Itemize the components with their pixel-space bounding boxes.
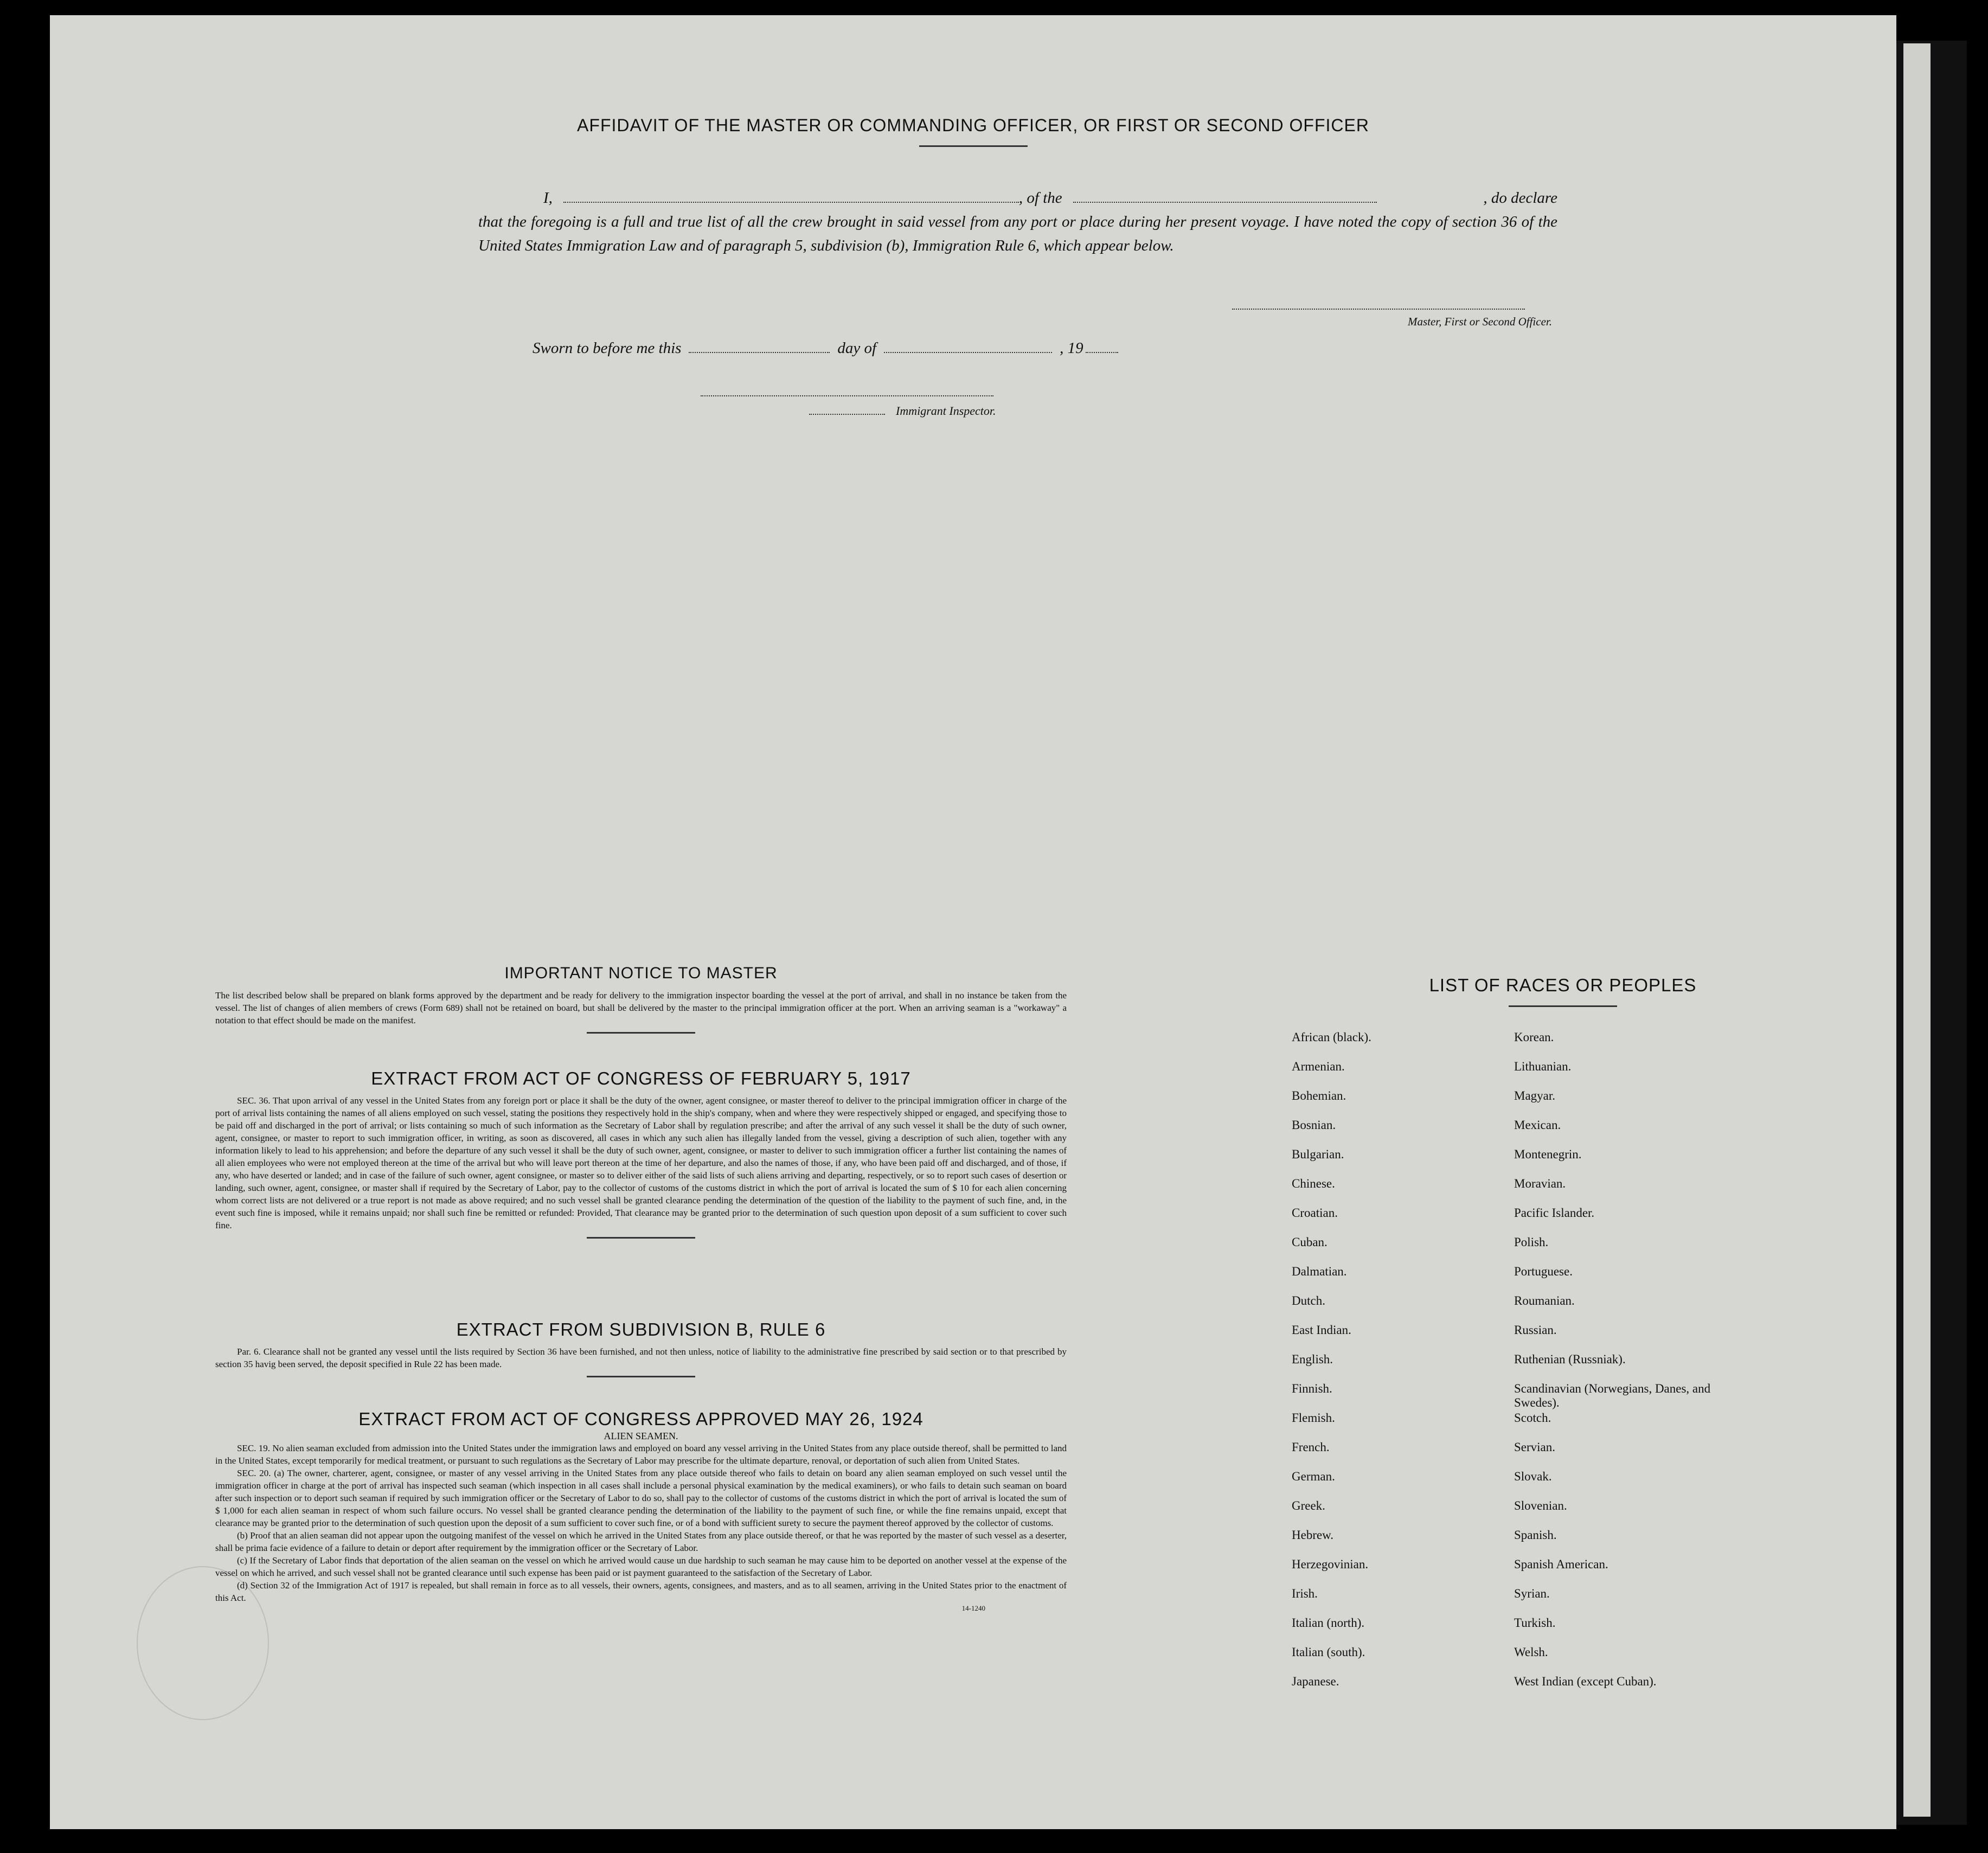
race-item: Bohemian. — [1292, 1089, 1346, 1102]
extract-1924-para-5: (d) Section 32 of the Immigration Act of 1917 is repealed, but shall remain in force as to all vessels, their owners, agents, consignees, and masters, and as to all seamen, arriving in the United States prior to the enactment of this Act. — [215, 1580, 1067, 1603]
subdivision-b-rule — [587, 1376, 695, 1377]
race-item: Polish. — [1514, 1235, 1549, 1249]
next-page-edge — [1903, 43, 1931, 1817]
extract-1924-subtitle: ALIEN SEAMEN. — [604, 1431, 678, 1441]
race-item: Bosnian. — [1292, 1118, 1336, 1132]
subdivision-b-title: EXTRACT FROM SUBDIVISION B, RULE 6 — [456, 1319, 826, 1339]
race-item: Ruthenian (Russniak). — [1514, 1352, 1626, 1366]
race-item: Mexican. — [1514, 1118, 1561, 1132]
race-item: Flemish. — [1292, 1411, 1335, 1425]
extract-1924-section — [215, 1409, 1067, 1613]
race-item: Japanese. — [1292, 1675, 1339, 1688]
race-item: Dutch. — [1292, 1294, 1325, 1307]
race-item: Moravian. — [1514, 1177, 1566, 1190]
master-signature — [1183, 308, 1552, 329]
race-item: Greek. — [1292, 1499, 1325, 1512]
race-item: Spanish American. — [1514, 1557, 1608, 1571]
extract-1924-para-3: (b) Proof that an alien seaman did not appear upon the outgoing manifest of the vessel on which he arrived in the United States from any place outside thereof, or that he was reported by the master of such vessel as a deserter, shall be prima facie evidence of a failure to detain or deport after requirement by the immigration officer or the Secretary of Labor. — [215, 1530, 1067, 1553]
sworn-year-label: , 19 — [1060, 339, 1083, 357]
race-item: African (black). — [1292, 1030, 1371, 1044]
races-section — [1341, 975, 1785, 1007]
race-item: Welsh. — [1514, 1645, 1548, 1659]
race-item: English. — [1292, 1352, 1333, 1366]
inspector-line — [701, 404, 1004, 418]
subdivision-b-body: Par. 6. Clearance shall not be granted any vessel until the lists required by Section 36 have been furnished, and not then unless, notice of liability to the administrative fine prescribed by said section or to that prescribed by section 35 havig been served, the deposit specified in Rule 22 has been made. — [215, 1347, 1067, 1369]
subdivision-b-section — [215, 1319, 1067, 1377]
race-item: Montenegrin. — [1514, 1147, 1582, 1161]
race-item: Herzegovinian. — [1292, 1557, 1369, 1571]
race-item: German. — [1292, 1470, 1335, 1483]
race-item: Hebrew. — [1292, 1528, 1334, 1542]
master-signature-blank[interactable] — [1232, 308, 1525, 310]
embossed-seal — [137, 1566, 269, 1720]
extract-1924-title: EXTRACT FROM ACT OF CONGRESS APPROVED MAY 26, 1924 — [358, 1409, 924, 1429]
race-item: Italian (north). — [1292, 1616, 1365, 1630]
race-item: Croatian. — [1292, 1206, 1338, 1220]
sworn-day-label: day of — [837, 339, 877, 357]
inspector-signature — [701, 395, 1004, 418]
affidavit-rule — [919, 145, 1028, 147]
races-rule — [1509, 1005, 1617, 1007]
race-item: East Indian. — [1292, 1323, 1351, 1337]
race-item: Cuban. — [1292, 1235, 1328, 1249]
race-item: Pacific Islander. — [1514, 1206, 1595, 1220]
extract-1917-body: SEC. 36. That upon arrival of any vessel in the United States from any foreign port or place it shall be the duty of the owner, agent consignee, or master thereof to deliver to the principal immigration officer in charge of the port of arrival lists containing the names of all aliens employed on such vessel, stating the positions they respectively hold in the ship's company, when and where they were respectively shipped or engaged, and specifying those to be paid off and discharged in the port of arrival; or lists containing so much of such information as the Secretary of Labor shall by regulation prescribe; and after the arrival of any such vessel it shall be the duty of such owner, agent, consignee, or master to report to such immigration officer, in writing, as soon as discovered, all cases in which any such alien has illegally landed from the vessel, giving a description of such alien, together with any information likely to lead to his apprehension; and before the departure of any such vessel it shall be the duty of such owner, agent, consignee, or master to deliver to such immigration officer a further list containing the names of all alien employees who were not employed thereon at the time of the arrival but who will leave port thereon at the time of her departure, and also the names of those, if any, who have been paid off and discharged, and of those, if any, who have deserted or landed; and in case of the failure of such owner, agent consignee, or master so to deliver either of the said lists of such aliens arriving and departing, respectively, or so to report such cases of desertion or landing, such owner, agent, consignee, or master shall if required by the Secretary of Labor, pay to the collector of customs of the customs district in which the port of arrival is located the sum of $ 10 for each alien concerning whom correct lists are not delivered or a true report is not made as above required; and no such vessel shall be granted clearance pending the determination of the question of the liability to the payment of such fine, and, in the event such fine is imposed, while it remains unpaid; nor shall such fine be remitted or refunded: Provided, That clearance may be granted prior to the determination of such question upon deposit of a sum sufficient to cover such fine. — [215, 1095, 1067, 1230]
affidavit-title: AFFIDAVIT OF THE MASTER OR COMMANDING OFFICER, OR FIRST OR SECOND OFFICER — [577, 116, 1369, 135]
affidavit-section — [50, 116, 1896, 147]
sworn-year-blank[interactable] — [1086, 351, 1118, 353]
race-item: Portuguese. — [1514, 1265, 1573, 1278]
extract-1917-title: EXTRACT FROM ACT OF CONGRESS OF FEBRUARY 5, 1917 — [371, 1068, 911, 1088]
race-item: Dalmatian. — [1292, 1265, 1347, 1278]
extract-1917-rule — [587, 1237, 695, 1239]
race-item: Russian. — [1514, 1323, 1557, 1337]
race-item: Armenian. — [1292, 1060, 1345, 1073]
extract-1924-para-1: SEC. 19. No alien seaman excluded from admission into the United States under the immigration laws and employed on board any vessel arriving in the United States from any place outside thereof, shall be permitted to land in the United States, except temporarily for medical treatment, or pursuant to such regulations as the Secretary of Labor may prescribe for the ultimate departure, renoval, or deportation of such alien from United States. — [215, 1443, 1067, 1466]
vessel-blank[interactable] — [1073, 201, 1377, 203]
races-right-column — [1514, 1030, 1758, 1704]
race-item: Italian (south). — [1292, 1645, 1365, 1659]
race-item: Magyar. — [1514, 1089, 1556, 1102]
extract-1924-para-2: SEC. 20. (a) The owner, charterer, agent, consignee, or master of any vessel arriving in the United States from any place outside thereof who fails to detain on board any alien seaman employed on such vessel until the immigration officer in charge at the port of arrival has inspected such seaman (which inspection in all cases shall include a personal physical examination by the medical examiners), or who fails to detain such seaman on board after such inspection or to deport such seaman if required by such immigration officer or the Secretary of Labor to do so, shall pay to the collector of customs of the customs district in which the port of arrival is located the sum of $ 1,000 for each alien seaman in respect of whom such failure occurs. No vessel shall be granted clearance pending the determination of the liability to the payment of such fine, or while the fine remains unpaid, except that clearance may be granted prior to the determination of such question upon the deposit of a sum sufficient to cover such fine, or of a bond with sufficient surety to secure the payment thereof approved by the collector of customs. — [215, 1468, 1067, 1528]
race-item: West Indian (except Cuban). — [1514, 1675, 1657, 1688]
race-item: Slovak. — [1514, 1470, 1552, 1483]
inspector-signature-blank[interactable] — [701, 395, 993, 396]
sworn-month-blank[interactable] — [884, 351, 1052, 353]
master-signature-label: Master, First or Second Officer. — [1408, 315, 1552, 328]
notice-section — [215, 964, 1067, 1034]
race-item: Finnish. — [1292, 1382, 1332, 1395]
affidavit-of-the: , of the — [1018, 189, 1062, 207]
sworn-day-blank[interactable] — [689, 351, 830, 353]
race-item: Syrian. — [1514, 1587, 1550, 1600]
binder-holes — [1834, 69, 1896, 1829]
notice-body: The list described below shall be prepared on blank forms approved by the department and be ready for delivery to the immigration inspector boarding the vessel at the port of arrival, and shall in no instance be taken from the vessel. The list of changes of alien members of crews (Form 689) shall not be retained on board, but shall be delivered by the master to the principal immigration officer at the port. When an arriving seaman is a "workaway" a notation to that effect should be made on the manifest. — [215, 990, 1067, 1025]
races-title: LIST OF RACES OR PEOPLES — [1429, 975, 1697, 995]
affidavit-line-1 — [478, 186, 1557, 210]
race-item: Scotch. — [1514, 1411, 1551, 1425]
affidavit-declare: , do declare — [1483, 189, 1557, 207]
document-page — [50, 15, 1896, 1829]
name-blank[interactable] — [563, 201, 1019, 203]
race-item: French. — [1292, 1440, 1330, 1454]
race-item: Spanish. — [1514, 1528, 1557, 1542]
race-item: Roumanian. — [1514, 1294, 1575, 1307]
race-item: Slovenian. — [1514, 1499, 1567, 1512]
affidavit-body — [478, 186, 1557, 258]
races-left-column — [1292, 1030, 1498, 1704]
race-item: Korean. — [1514, 1030, 1554, 1044]
race-item: Irish. — [1292, 1587, 1318, 1600]
extract-1917-section — [215, 1068, 1067, 1239]
form-number: 14-1240 — [961, 1604, 985, 1612]
race-item: Servian. — [1514, 1440, 1556, 1454]
affidavit-i: I, — [543, 189, 553, 207]
race-item: Turkish. — [1514, 1616, 1556, 1630]
sworn-prefix: Sworn to before me this — [533, 339, 682, 357]
inspector-short-blank[interactable] — [809, 413, 885, 415]
race-item: Lithuanian. — [1514, 1060, 1572, 1073]
sworn-line — [533, 339, 1118, 357]
affidavit-text: that the foregoing is a full and true list of all the crew brought in said vessel from any port or place during her present voyage. I have noted the copy of section 36 of the United States Immigration Law and of paragraph 5, subdivision (b), Immigration Rule 6, which appear below. — [478, 213, 1557, 254]
notice-title: IMPORTANT NOTICE TO MASTER — [504, 964, 778, 982]
race-item: Chinese. — [1292, 1177, 1335, 1190]
race-item: Scandinavian (Norwegians, Danes, and Swedes). — [1514, 1382, 1711, 1409]
race-item: Bulgarian. — [1292, 1147, 1344, 1161]
inspector-label: Immigrant Inspector. — [896, 404, 996, 418]
extract-1924-para-4: (c) If the Secretary of Labor finds that deportation of the alien seaman on the vessel on which he arrived would cause un due hardship to such seaman he may cause him to be deported on another vessel at the expense of the vessel on which he arrived, and such vessel shall not be granted clearance until such expense has been paid or ist payment guaranteed to the satisfaction of the Secretary of Labor. — [215, 1555, 1067, 1578]
notice-rule — [587, 1032, 695, 1034]
